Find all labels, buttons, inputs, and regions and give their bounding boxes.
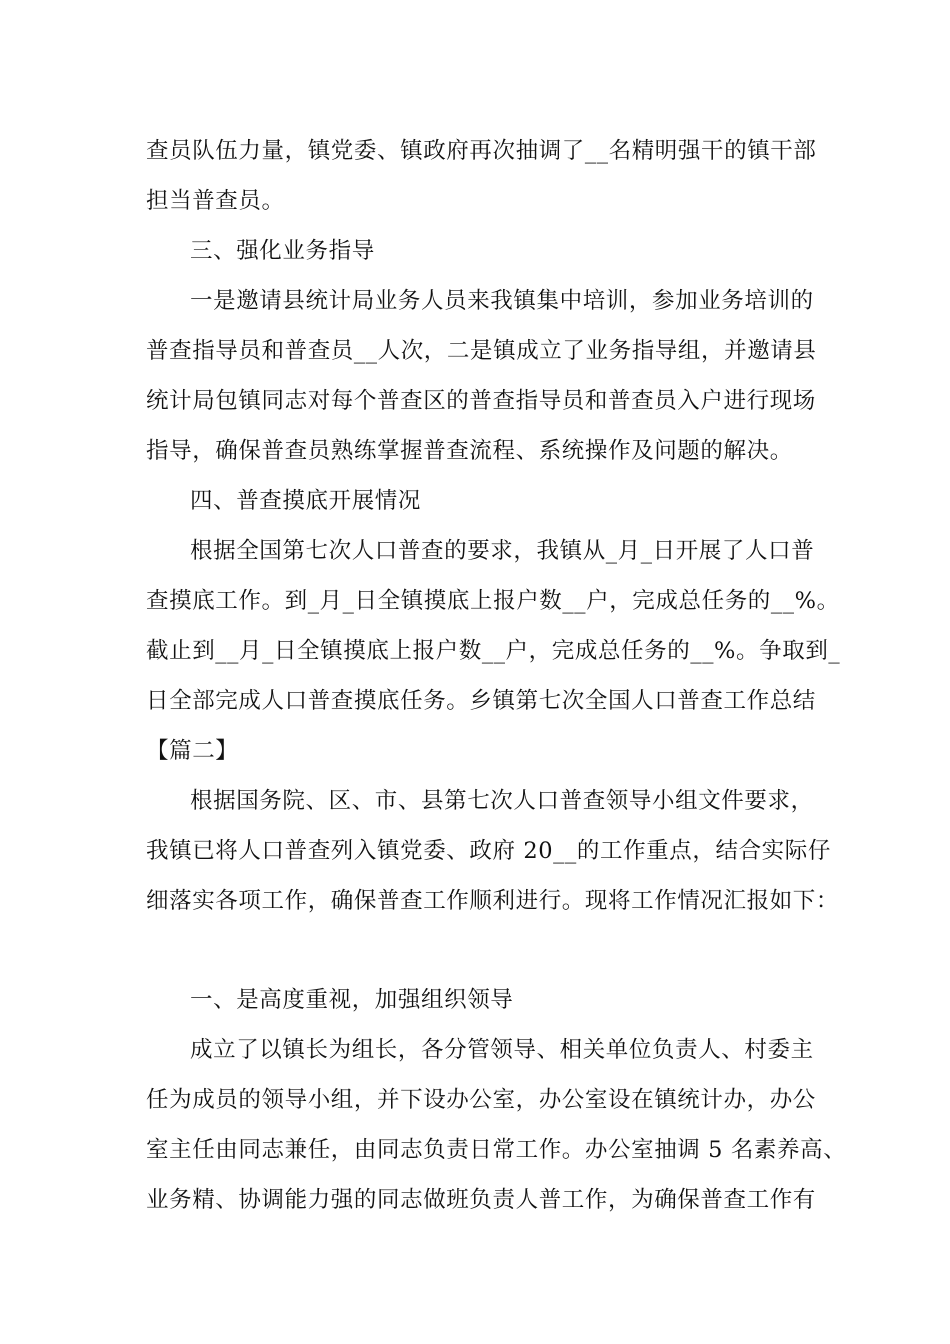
text-line: 统计局包镇同志对每个普查区的普查指导员和普查员入户进行现场	[146, 388, 816, 414]
text-line: 担当普查员。	[146, 188, 285, 214]
section-title: 【篇二】	[146, 738, 239, 764]
text-line: 查员队伍力量，镇党委、镇政府再次抽调了__名精明强干的镇干部	[146, 138, 817, 164]
text-line: 指导，确保普查员熟练掌握普查流程、系统操作及问题的解决。	[146, 438, 793, 464]
text-line: 根据国务院、区、市、县第七次人口普查领导小组文件要求，	[190, 788, 814, 814]
text-line: 室主任由同志兼任，由同志负责日常工作。办公室抽调 5 名素养高、	[146, 1137, 847, 1163]
text-line: 业务精、协调能力强的同志做班负责人普工作，为确保普查工作有	[146, 1187, 816, 1213]
text-line: 细落实各项工作，确保普查工作顺利进行。现将工作情况汇报如下：	[146, 888, 840, 914]
section-heading: 一、是高度重视，加强组织领导	[190, 987, 514, 1013]
text-line: 任为成员的领导小组，并下设办公室，办公室设在镇统计办，办公	[146, 1087, 816, 1113]
section-heading: 三、强化业务指导	[190, 238, 375, 264]
text-line: 普查指导员和普查员__人次，二是镇成立了业务指导组，并邀请县	[146, 338, 817, 364]
text-line: 日全部完成人口普查摸底任务。乡镇第七次全国人口普查工作总结	[146, 688, 816, 714]
text-line: 根据全国第七次人口普查的要求，我镇从_月_日开展了人口普	[190, 538, 815, 564]
text-line: 我镇已将人口普查列入镇党委、政府 20__的工作重点，结合实际仔	[146, 838, 831, 864]
text-line: 截止到__月_日全镇摸底上报户数__户，完成总任务的__%。争取到_	[146, 638, 841, 664]
text-line: 成立了以镇长为组长，各分管领导、相关单位负责人、村委主	[190, 1037, 814, 1063]
text-line: 查摸底工作。到_月_日全镇摸底上报户数__户，完成总任务的__%。	[146, 588, 840, 614]
text-line: 一是邀请县统计局业务人员来我镇集中培训，参加业务培训的	[190, 288, 814, 314]
section-heading: 四、普查摸底开展情况	[190, 488, 422, 514]
